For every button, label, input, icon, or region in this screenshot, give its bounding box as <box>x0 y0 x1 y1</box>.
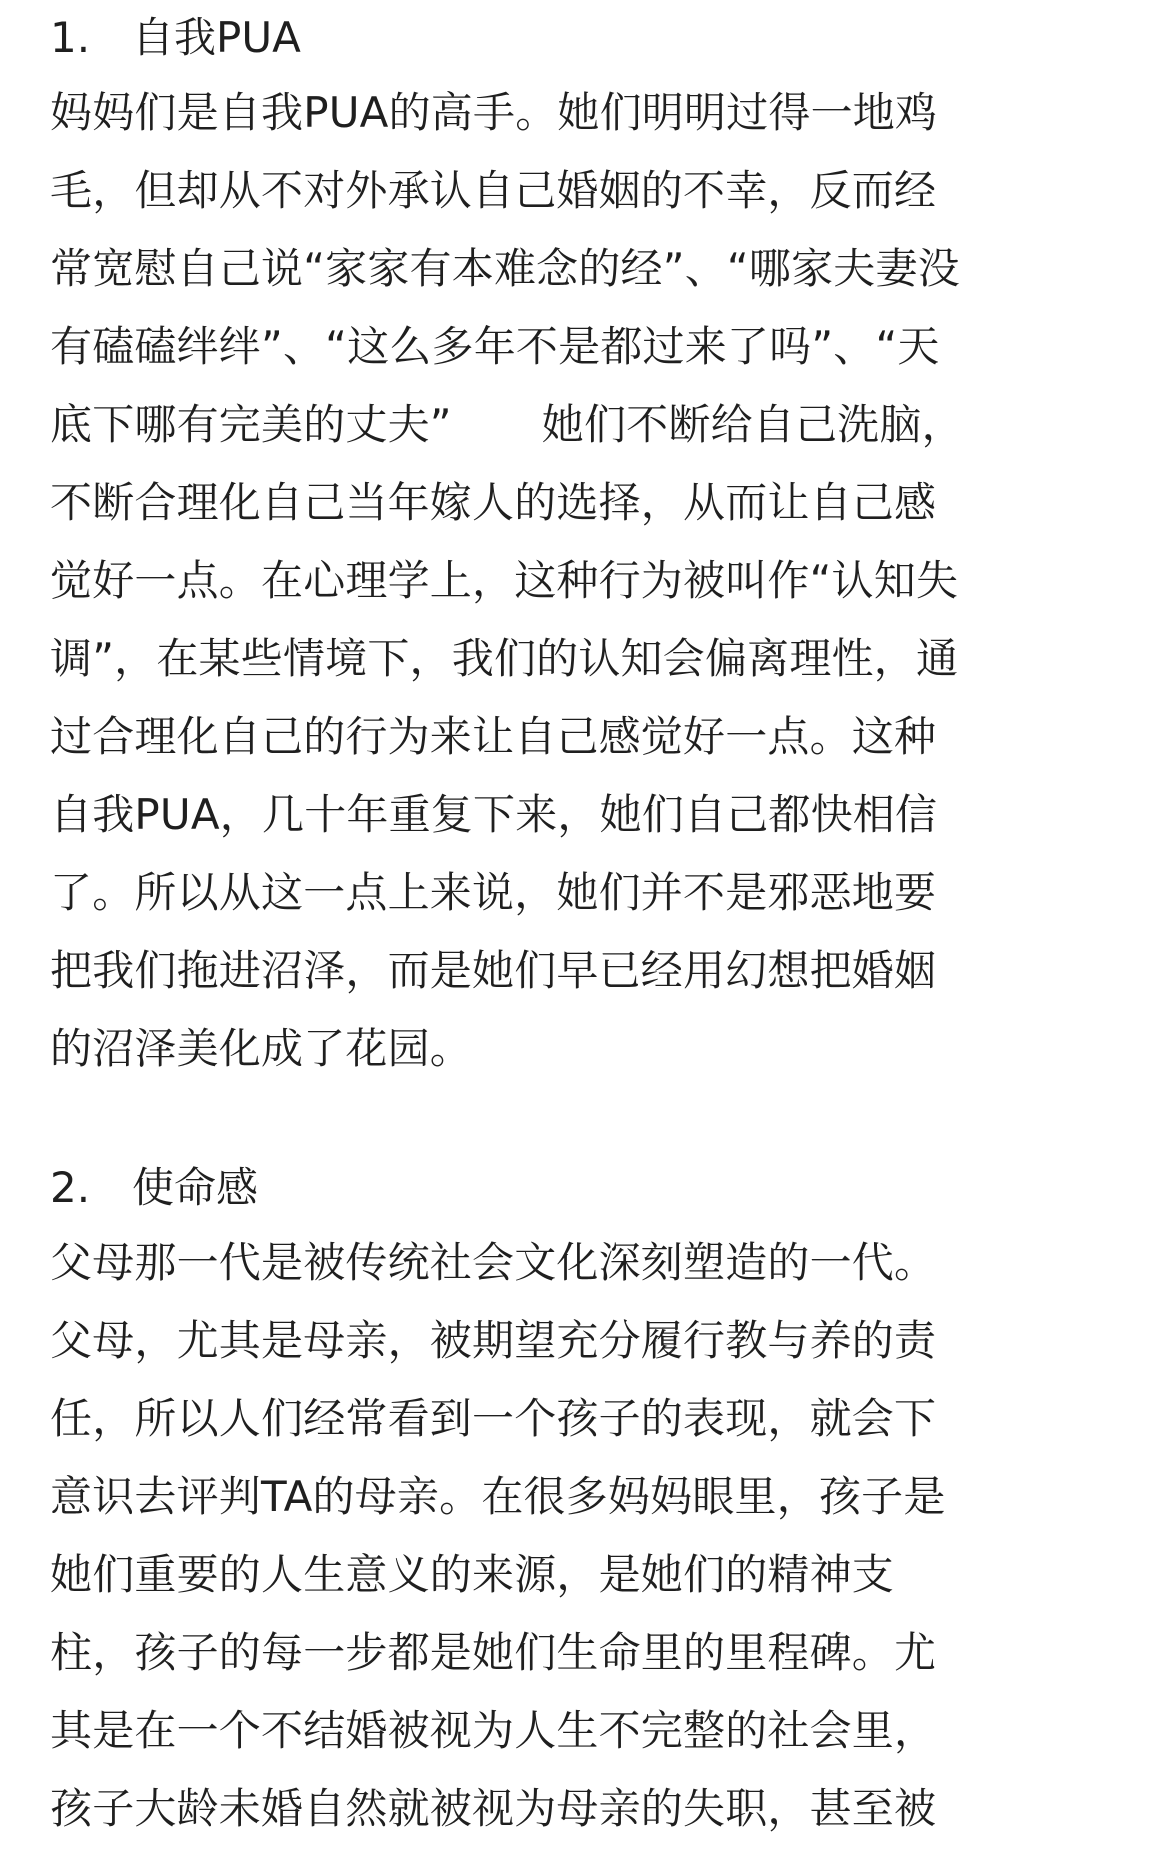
paragraph-line: 的沼泽美化成了花园。 <box>50 1024 473 1073</box>
paragraph-line: 父母，尤其是母亲，被期望充分履行教与养的责 <box>50 1316 937 1365</box>
section-heading <box>50 1152 1125 1224</box>
paragraph-line: 柱，孩子的每一步都是她们生命里的里程碑。尤 <box>50 1628 937 1677</box>
paragraph-line: 觉好一点。在心理学上，这种行为被叫作“认知失 <box>50 556 959 605</box>
section-title: 使命感 <box>132 1163 259 1212</box>
section-title: 自我PUA <box>132 13 301 62</box>
paragraph-line: 自我PUA，几十年重复下来，她们自己都快相信 <box>50 790 938 839</box>
paragraph-line: 过合理化自己的行为来让自己感觉好一点。这种 <box>50 712 937 761</box>
paragraph-line: 调”，在某些情境下，我们的认知会偏离理性，通 <box>50 634 959 683</box>
paragraph-line-with-gap <box>50 386 1125 464</box>
paragraph-line: 毛，但却从不对外承认自己婚姻的不幸，反而经 <box>50 166 937 215</box>
paragraph-line: 她们重要的人生意义的来源，是她们的精神支 <box>50 1550 895 1599</box>
section-number: 1. <box>50 13 91 62</box>
paragraph-line: 其是在一个不结婚被视为人生不完整的社会里， <box>50 1706 937 1755</box>
section-heading <box>50 2 1125 74</box>
section-self-pua <box>50 2 1125 1088</box>
paragraph-line-part: 底下哪有完美的丈夫” <box>50 400 452 449</box>
section-number: 2. <box>50 1163 91 1212</box>
paragraph-line: 孩子大龄未婚自然就被视为母亲的失职，甚至被 <box>50 1784 937 1833</box>
paragraph-line: 妈妈们是自我PUA的高手。她们明明过得一地鸡 <box>50 88 938 137</box>
paragraph-line: 不断合理化自己当年嫁人的选择，从而让自己感 <box>50 478 937 527</box>
paragraph-line: 意识去评判TA的母亲。在很多妈妈眼里，孩子是 <box>50 1472 946 1521</box>
paragraph-line: 有磕磕绊绊”、“这么多年不是都过来了吗”、“天 <box>50 322 940 371</box>
section-sense-of-mission <box>50 1152 1125 1848</box>
paragraph-line: 任，所以人们经常看到一个孩子的表现，就会下 <box>50 1394 937 1443</box>
paragraph-line: 把我们拖进沼泽，而是她们早已经用幻想把婚姻 <box>50 946 937 995</box>
paragraph-line: 父母那一代是被传统社会文化深刻塑造的一代。 <box>50 1238 937 1287</box>
paragraph-line: 了。所以从这一点上来说，她们并不是邪恶地要 <box>50 868 937 917</box>
paragraph-line: 常宽慰自己说“家家有本难念的经”、“哪家夫妻没 <box>50 244 960 293</box>
paragraph-line-part: 她们不断给自己洗脑， <box>541 400 964 449</box>
